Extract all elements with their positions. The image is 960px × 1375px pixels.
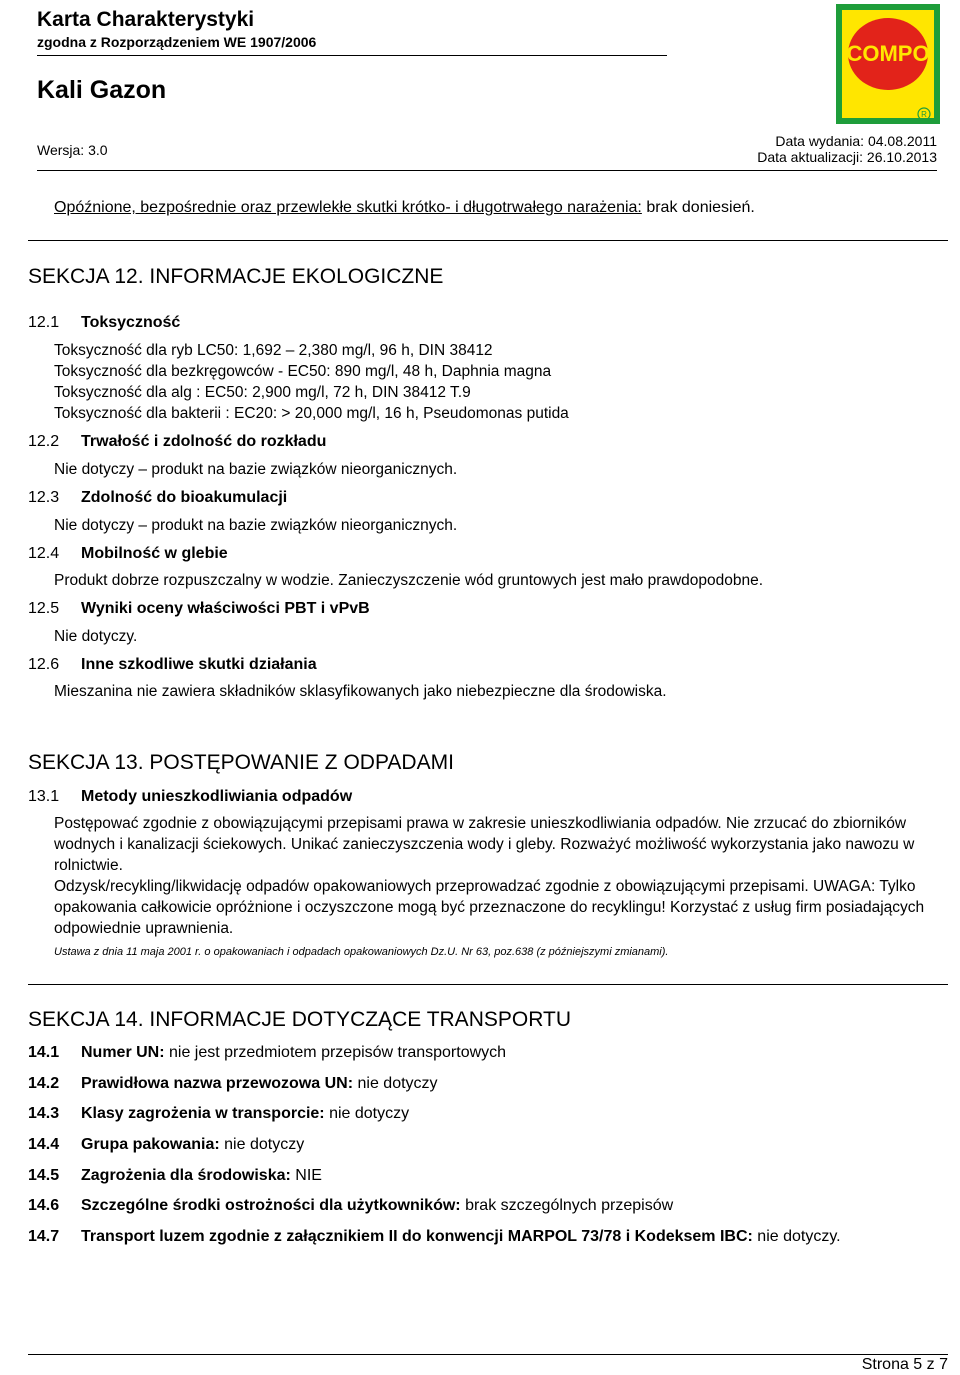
delayed-effects-line	[54, 199, 755, 217]
subsection-number: 12.3	[28, 489, 60, 506]
bioaccumulation-text: Nie dotyczy – produkt na bazie związków nieorganicznych.	[54, 517, 458, 534]
header-divider	[37, 55, 667, 56]
subsection-title: Inne szkodliwe skutki działania	[81, 656, 317, 673]
row-label: Klasy zagrożenia w transporcie:	[81, 1105, 325, 1122]
row-content	[81, 1197, 673, 1215]
subsection-number: 12.4	[28, 545, 60, 562]
row-value: nie dotyczy.	[752, 1228, 841, 1245]
subsection-number: 13.1	[28, 788, 60, 805]
version-label: Wersja: 3.0	[37, 142, 108, 158]
toxicity-algae: Toksyczność dla alg : EC50: 2,900 mg/l, 72 h, DIN 38412 T.9	[54, 384, 471, 401]
row-label: Transport luzem zgodnie z załącznikiem II do konwencji MARPOL 73/78 i Kodeksem IBC:	[81, 1228, 753, 1245]
update-date: Data aktualizacji: 26.10.2013	[757, 149, 937, 165]
row-label: Numer UN:	[81, 1044, 165, 1061]
registered-mark-letter: R	[921, 110, 927, 119]
subsection-title: Mobilność w glebie	[81, 545, 228, 562]
subsection-number: 12.1	[28, 314, 60, 331]
subsection-title: Zdolność do bioakumulacji	[81, 489, 288, 506]
row-content	[81, 1136, 304, 1154]
toxicity-invertebrates: Toksyczność dla bezkręgowców - EC50: 890 mg/l, 48 h, Daphnia magna	[54, 363, 552, 380]
disposal-paragraph-2: Odzysk/recykling/likwidację odpadów opakowaniowych przeprowadzać zgodnie z obowiązującymi przepisami. UWAGA: Tylko opakowania całkowicie opróżnione i oczyszczone mogą być przeznaczone do recyklingu! Korzystać z usług firm posiadających odpowiednie uprawnienia.	[54, 878, 925, 937]
row-value: NIE	[290, 1167, 322, 1184]
row-number: 14.7	[28, 1228, 60, 1245]
row-number: 14.1	[28, 1044, 60, 1061]
row-label: Szczególne środki ostrożności dla użytkowników:	[81, 1197, 461, 1214]
subsection-number: 12.5	[28, 600, 60, 617]
document-subtitle: zgodna z Rozporządzeniem WE 1907/2006	[37, 34, 317, 50]
section-12-title: SEKCJA 12. INFORMACJE EKOLOGICZNE	[28, 265, 444, 288]
row-value: nie jest przedmiotem przepisów transportowych	[164, 1044, 507, 1061]
row-label: Zagrożenia dla środowiska:	[81, 1167, 291, 1184]
product-name: Kali Gazon	[37, 76, 167, 104]
row-number: 14.3	[28, 1105, 60, 1122]
degradability-text: Nie dotyczy – produkt na bazie związków nieorganicznych.	[54, 461, 458, 478]
row-number: 14.2	[28, 1075, 60, 1092]
row-content	[81, 1105, 409, 1123]
row-label: Grupa pakowania:	[81, 1136, 220, 1153]
delayed-effects-label: Opóźnione, bezpośrednie oraz przewlekłe skutki krótko- i długotrwałego narażenia:	[54, 199, 642, 216]
disposal-paragraph-1: Postępować zgodnie z obowiązującymi przepisami prawa w zakresie unieszkodliwiania odpadów. Nie zrzucać do zbiorników wodnych i kanalizacji ściekowych. Unikać zanieczyszczenia wody i gleby. Rozważyć możliwość wykorzystania jako nawozu w rolnictwie.	[54, 815, 915, 874]
disposal-paragraphs	[54, 813, 934, 939]
section-divider-14	[28, 984, 948, 985]
subsection-number: 12.6	[28, 656, 60, 673]
toxicity-bacteria: Toksyczność dla bakterii : EC20: > 20,000 mg/l, 16 h, Pseudomonas putida	[54, 405, 569, 422]
compo-logo	[836, 4, 940, 124]
row-value: nie dotyczy	[324, 1105, 410, 1122]
row-value: nie dotyczy	[219, 1136, 305, 1153]
soil-mobility-text: Produkt dobrze rozpuszczalny w wodzie. Zanieczyszczenie wód gruntowych jest mało prawdopodobne.	[54, 572, 764, 589]
row-content	[81, 1044, 506, 1062]
subsection-number: 12.2	[28, 433, 60, 450]
subsection-title: Toksyczność	[81, 314, 181, 331]
dates-block	[747, 133, 937, 165]
row-value: nie dotyczy	[353, 1075, 438, 1092]
section-13-title: SEKCJA 13. POSTĘPOWANIE Z ODPADAMI	[28, 751, 454, 774]
toxicity-fish: Toksyczność dla ryb LC50: 1,692 – 2,380 mg/l, 96 h, DIN 38412	[54, 342, 493, 359]
subsection-title: Trwałość i zdolność do rozkładu	[81, 433, 327, 450]
other-effects-text: Mieszanina nie zawiera składników sklasyfikowanych jako niebezpieczne dla środowiska.	[54, 683, 667, 700]
row-content	[81, 1075, 438, 1093]
row-value: brak szczególnych przepisów	[460, 1197, 674, 1214]
section-divider-12	[28, 240, 948, 241]
footer-rule	[28, 1354, 948, 1355]
subsection-title: Metody unieszkodliwiania odpadów	[81, 788, 353, 805]
legal-note: Ustawa z dnia 11 maja 2001 r. o opakowaniach i odpadach opakowaniowych Dz.U. Nr 63, poz.638 (z późniejszymi zmianami).	[54, 946, 669, 958]
row-content	[81, 1167, 322, 1185]
row-number: 14.6	[28, 1197, 60, 1214]
subsection-title: Wyniki oceny właściwości PBT i vPvB	[81, 600, 370, 617]
row-label: Prawidłowa nazwa przewozowa UN:	[81, 1075, 354, 1092]
page-number: Strona 5 z 7	[861, 1356, 948, 1373]
section-14-title: SEKCJA 14. INFORMACJE DOTYCZĄCE TRANSPORTU	[28, 1008, 571, 1031]
pbt-text: Nie dotyczy.	[54, 628, 138, 645]
issue-date: Data wydania: 04.08.2011	[775, 133, 937, 149]
logo-wordmark: COMPO	[846, 41, 930, 66]
header-bottom-rule	[37, 170, 937, 171]
transport-row-14-7-content	[81, 1224, 901, 1249]
delayed-effects-value: brak doniesień.	[641, 199, 755, 216]
document-title: Karta Charakterystyki	[37, 8, 255, 31]
row-number: 14.5	[28, 1167, 60, 1184]
row-number: 14.4	[28, 1136, 60, 1153]
